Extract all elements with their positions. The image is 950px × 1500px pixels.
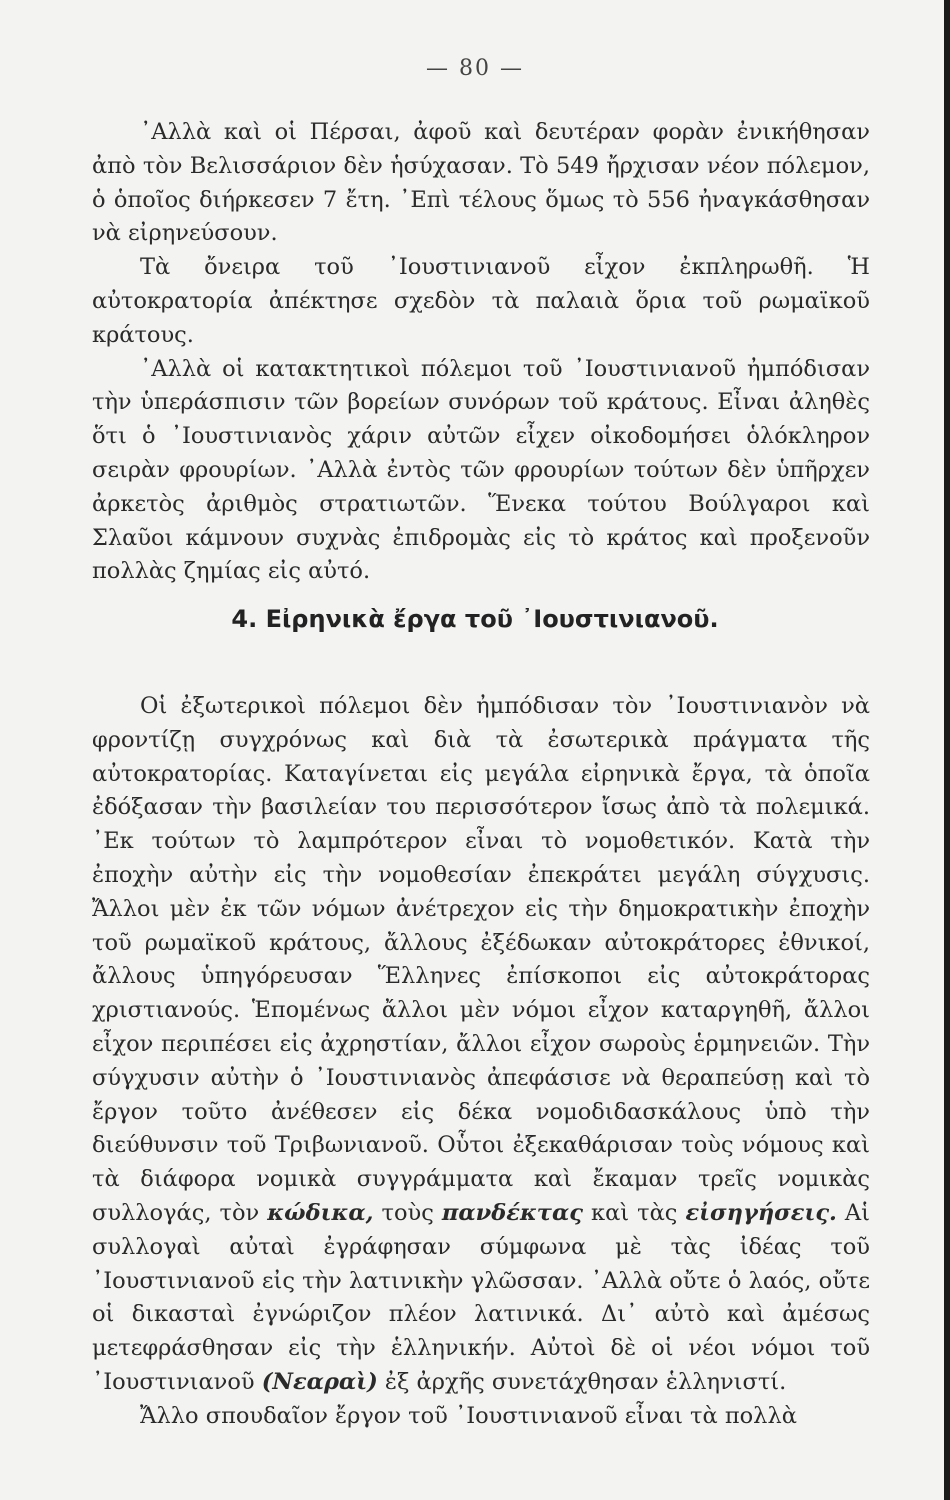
legislation-text-e: ἐξ ἀρχῆς συνετάχθησαν ἑλληνιστί. — [377, 1368, 787, 1395]
legislation-text-b: τοὺς — [373, 1199, 442, 1226]
section-heading: 4. Εἰρηνικὰ ἔργα τοῦ ᾿Ιουστινιανοῦ. — [231, 605, 719, 633]
paragraph-persians: ᾿Αλλὰ καὶ οἱ Πέρσαι, ἀφοῦ καὶ δευτέραν φορὰν ἐνικήθησαν ἀπὸ τὸν Βελισσάριον δὲν ἡσύχασαν. Τὸ 549 ἤρχισαν νέον πόλεμον, ὁ ὁποῖος διήρκεσεν 7 ἔτη. ᾿Επὶ τέλους ὅμως τὸ 556 ἠναγκάσθησαν νὰ εἰρηνεύσουν. — [92, 119, 870, 247]
legislation-text-c: καὶ τὰς — [582, 1199, 686, 1226]
paragraph-other-works: Ἄλλο σπουδαῖον ἔργον τοῦ ᾿Ιουστινιανοῦ εἶναι τὰ πολλὰ — [140, 1402, 797, 1429]
legislation-text-a: Οἱ ἐξωτερικοὶ πόλεμοι δὲν ἠμπόδισαν τὸν ᾿Ιουστινιανὸν νὰ φροντίζῃ συγχρόνως καὶ διὰ τὰ ἐσωτερικὰ πράγματα τῆς αὐτοκρατορίας. Καταγίνεται εἰς μεγάλα εἰρηνικὰ ἔργα, τὰ ὁποῖα ἐδόξασαν τὴν βασιλείαν του περισσότερον ἴσως ἀπὸ τὰ πολεμικά. ᾿Εκ τούτων τὸ λαμπρότερον εἶναι τὸ νομοθετικόν. Κατὰ τὴν ἐποχὴν αὐτὴν εἰς τὴν νομοθεσίαν ἐπεκράτει μεγάλη σύγχυσις. Ἄλλοι μὲν ἐκ τῶν νόμων ἀνέτρεχον εἰς τὴν δημοκρατικὴν ἐποχὴν τοῦ ρωμαϊκοῦ κράτους, ἄλλους ἐξέδωκαν αὐτοκράτορες ἐθνικοί, ἄλλους ὑπηγόρευσαν Ἕλληνες ἐπίσκοποι εἰς αὐτοκράτορας χριστιανούς. Ἑπομένως ἄλλοι μὲν νόμοι εἶχον καταργηθῆ, ἄλλοι εἶχον περιπέσει εἰς ἀχρηστίαν, ἄλλοι εἶχον σωροὺς ἑρμηνειῶν. Τὴν σύγχυσιν αὐτὴν ὁ ᾿Ιουστινιανὸς ἀπεφάσισε νὰ θεραπεύσῃ καὶ τὸ ἔργον τοῦτο ἀνέθεσεν εἰς δέκα νομοδιδασκάλους ὑπὸ τὴν διεύθυνσιν τοῦ Τριβωνιανοῦ. Οὗτοι ἐξεκαθάρισαν τοὺς νόμους καὶ τὰ διάφορα νομικὰ συγγράμματα καὶ ἔκαμαν τρεῖς νομικὰς συλλογάς, τὸν — [92, 693, 870, 1226]
section-1-text — [92, 116, 870, 589]
page-number: — 80 — — [426, 56, 524, 81]
paragraph-northern-borders: ᾿Αλλὰ οἱ κατακτητικοὶ πόλεμοι τοῦ ᾿Ιουστινιανοῦ ἠμπόδισαν τὴν ὑπεράσπισιν τῶν βορείων συνόρων τοῦ κράτους. Εἶναι ἀληθὲς ὅτι ὁ ᾿Ιουστινιανὸς χάριν αὐτῶν εἶχεν οἰκοδομήσει ὁλόκληρον σειρὰν φρουρίων. ᾿Αλλὰ ἐντὸς τῶν φρουρίων τούτων δὲν ὑπῆρχεν ἀρκετὸς ἀριθμὸς στρατιωτῶν. Ἕνεκα τούτου Βούλγαροι καὶ Σλαῦοι κάμνουν συχνὰς ἐπιδρομὰς εἰς τὸ κράτος καὶ προξενοῦν πολλὰς ζημίας εἰς αὐτό. — [92, 355, 870, 585]
legislation-text-d: Αἱ συλλογαὶ αὐταὶ ἐγράφησαν σύμφωνα μὲ τὰς ἰδέας τοῦ ᾿Ιουστινιανοῦ εἰς τὴν λατινικὴν γλῶσσαν. ᾿Αλλὰ οὔτε ὁ λαός, οὔτε οἱ δικασταὶ ἐγνώριζον πλέον λατινικά. Δι᾿ αὐτὸ καὶ ἀμέσως μετεφράσθησαν εἰς τὴν ἑλληνικήν. Αὐτοὶ δὲ οἱ νέοι νόμοι τοῦ ᾿Ιουστινιανοῦ — [92, 1199, 870, 1395]
term-institutes: εἰσηγήσεις. — [685, 1199, 837, 1226]
term-codex: κώδικα, — [267, 1199, 374, 1226]
term-pandects: πανδέκτας — [441, 1199, 583, 1226]
paragraph-legislation — [92, 690, 870, 1400]
paragraph-dreams-fulfilled: Τὰ ὄνειρα τοῦ ᾿Ιουστινιανοῦ εἶχον ἐκπληρωθῆ. Ἡ αὐτοκρατορία ἀπέκτησε σχεδὸν τὰ παλαιὰ ὅρια τοῦ ρωμαϊκοῦ κράτους. — [92, 254, 870, 348]
section-2-text — [92, 690, 870, 1434]
term-novels: (Νεαραὶ) — [261, 1368, 378, 1395]
page-edge-shadow — [944, 0, 950, 1500]
